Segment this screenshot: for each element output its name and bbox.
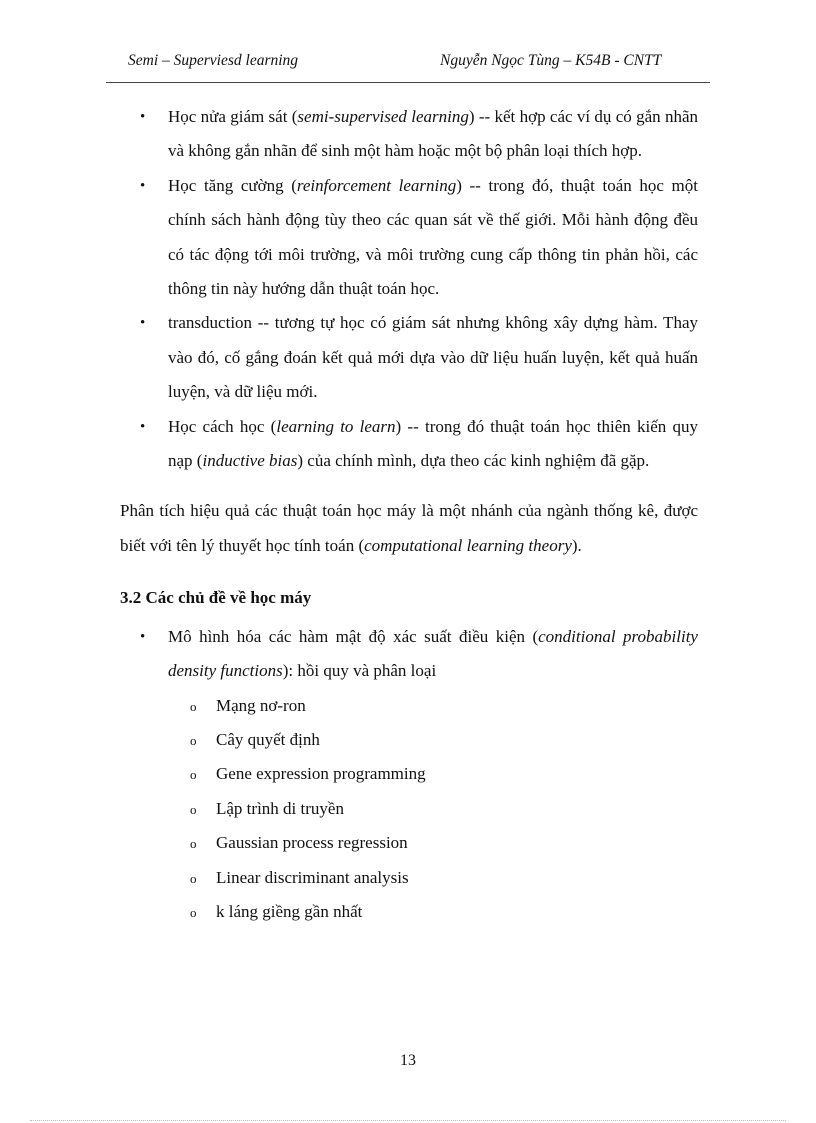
bullet-text: ) của chính mình, dựa theo các kinh nghiệm đã gặp. bbox=[297, 451, 650, 471]
bullet-text: ) -- kết hợp các ví dụ có gắn nhãn và không gắn nhãn để sinh một hàm hoặc một bộ phân loại thích hợp. bbox=[168, 107, 698, 161]
bullet-list-topics bbox=[120, 620, 698, 930]
page-number: 13 bbox=[400, 1052, 416, 1069]
sub-item: o Lập trình di truyền bbox=[168, 792, 698, 826]
bullet-term: semi-supervised learning bbox=[297, 107, 469, 126]
bullet-item-transduction bbox=[120, 306, 698, 409]
paragraph-text: ). bbox=[571, 535, 582, 555]
body-paragraph bbox=[120, 494, 698, 563]
sub-item: o Gene expression programming bbox=[168, 757, 698, 791]
sub-item: o Mạng nơ-ron bbox=[168, 689, 698, 723]
bullet-text: Mô hình hóa các hàm mật độ xác suất điều kiện ( bbox=[168, 626, 539, 646]
paragraph-text: Phân tích hiệu quả các thuật toán học máy là một nhánh của ngành thống kê, được biết với tên lý thuyết học tính toán ( bbox=[120, 501, 698, 555]
running-header bbox=[128, 52, 696, 76]
sub-list bbox=[168, 689, 698, 930]
bullet-text: ) -- trong đó, thuật toán học một chính sách hành động tùy theo các quan sát về thế giới. Mỗi hành động đều có tác động tới môi trường, và môi trường cung cấp thông tin phản hồi, các thông tin này hướng dẫn thuật toán học. bbox=[168, 175, 698, 299]
bullet-text: Học cách học ( bbox=[168, 416, 277, 436]
bullet-item-reinforcement bbox=[120, 169, 698, 307]
bullet-text: ) -- trong đó thuật toán học thiên kiến quy nạp ( bbox=[168, 416, 699, 471]
bullet-term: reinforcement learning bbox=[296, 175, 457, 195]
bullet-text: Học tăng cường ( bbox=[168, 175, 297, 195]
header-rule bbox=[106, 82, 710, 83]
section-heading: 3.2 Các chủ đề về học máy bbox=[120, 588, 312, 608]
page-bottom-border bbox=[30, 1120, 786, 1121]
bullet-term: learning to learn bbox=[276, 416, 396, 436]
paragraph-term: computational learning theory bbox=[364, 535, 572, 555]
bullet-item-learning-to-learn bbox=[120, 410, 698, 479]
bullet-term: inductive bias bbox=[202, 451, 298, 471]
bullet-item-density-functions bbox=[120, 620, 698, 930]
header-right-author: Nguyễn Ngọc Tùng – K54B - CNTT bbox=[440, 52, 662, 69]
bullet-item-semi-supervised bbox=[120, 100, 698, 169]
bullet-term: conditional probability density functions bbox=[168, 626, 698, 681]
bullet-list-top bbox=[120, 100, 698, 478]
sub-item: o k láng giềng gần nhất bbox=[168, 895, 698, 929]
bullet-text: Học nửa giám sát ( bbox=[168, 107, 298, 126]
bullet-text: ): hồi quy và phân loại bbox=[282, 661, 437, 681]
sub-item: o Linear discriminant analysis bbox=[168, 861, 698, 895]
bullet-text: transduction -- tương tự học có giám sát nhưng không xây dựng hàm. Thay vào đó, cố gắng đoán kết quả mới dựa vào dữ liệu huấn luyện, kết quả huấn luyện, và dữ liệu mới. bbox=[168, 313, 698, 402]
header-left-title: Semi – Superviesd learning bbox=[128, 52, 299, 69]
page-body bbox=[120, 100, 698, 929]
sub-item: o Gaussian process regression bbox=[168, 826, 698, 860]
sub-item: o Cây quyết định bbox=[168, 723, 698, 757]
